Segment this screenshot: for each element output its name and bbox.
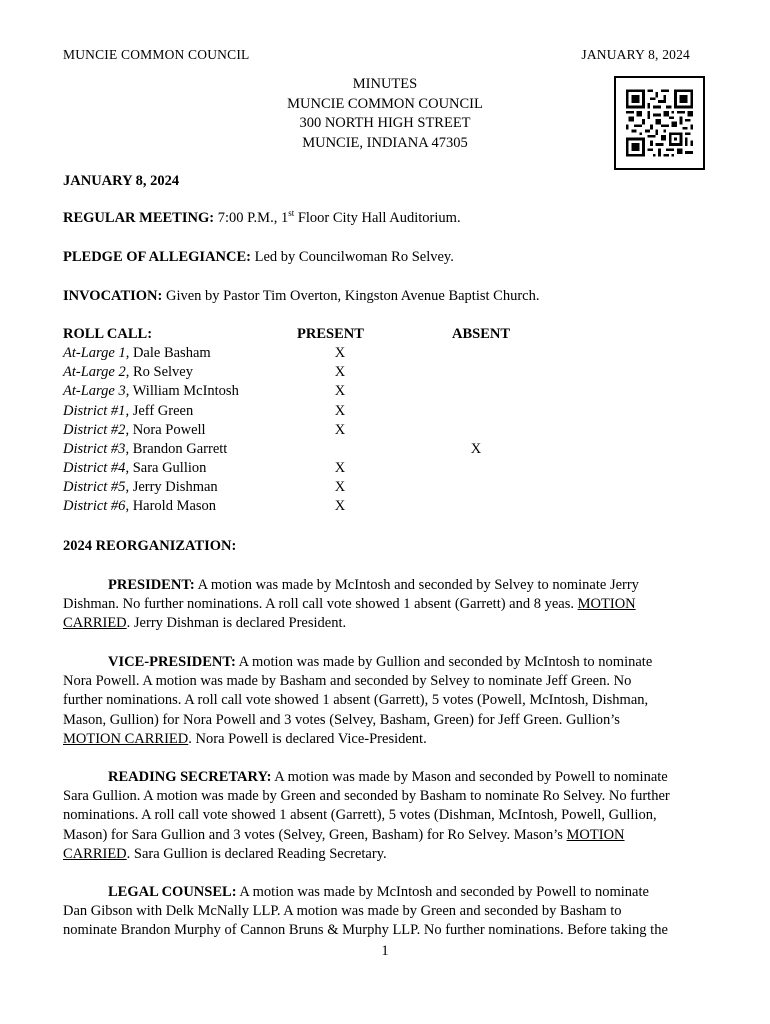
absent-mark: X (470, 441, 482, 457)
absent-column-header: ABSENT (452, 326, 511, 342)
regular-meeting-label: REGULAR MEETING: (63, 210, 215, 226)
regular-meeting-text-end: Floor City Hall Auditorium. (294, 210, 461, 226)
ordinal-suffix: st (288, 208, 295, 219)
paragraph-text: Mason) for Sara Gullion and 3 votes (Selvey, Green, Basham) for Ro Selvey. Mason’s (63, 826, 567, 843)
qr-code-icon (614, 76, 705, 170)
roll-call-member (63, 498, 216, 515)
present-mark: X (334, 422, 346, 438)
paragraph-text: Dan Gibson with Delk McNally LLP. A motion was made by Green and seconded by Basham to (63, 903, 622, 920)
paragraph-text: A motion was made by McIntosh and seconded by Selvey to nominate Jerry (194, 577, 639, 593)
title-line: 300 NORTH HIGH STREET (299, 115, 471, 131)
present-mark: X (334, 498, 346, 514)
member-name: , Nora Powell (125, 422, 206, 438)
roll-call-member (63, 422, 206, 439)
pledge-text: Led by Councilwoman Ro Selvey. (251, 249, 454, 265)
regular-meeting-line (63, 210, 461, 227)
header-left: MUNCIE COMMON COUNCIL (63, 47, 250, 62)
motion-carried-text: MOTION CARRIED (63, 730, 189, 747)
title-line: MUNCIE COMMON COUNCIL (287, 95, 483, 112)
present-mark: X (334, 345, 346, 361)
page-number: 1 (381, 943, 389, 959)
legal-counsel-paragraph (63, 883, 708, 941)
present-mark: X (334, 479, 346, 495)
legal-counsel-label: LEGAL COUNSEL: (108, 884, 237, 900)
paragraph-text: Sara Gullion. A motion was made by Green and seconded by Basham to nominate Ro Selvey. No further (63, 788, 670, 805)
invocation-text: Given by Pastor Tim Overton, Kingston Avenue Baptist Church. (162, 288, 540, 304)
roll-call-member (63, 383, 239, 400)
vice-president-label: VICE-PRESIDENT: (108, 654, 236, 670)
paragraph-text: . Sara Gullion is declared Reading Secretary. (126, 845, 387, 862)
present-column-header: PRESENT (297, 326, 364, 342)
roll-call-member (63, 479, 218, 496)
member-name: , Brandon Garrett (125, 441, 228, 457)
president-paragraph (63, 576, 708, 634)
member-name: , Jerry Dishman (125, 479, 218, 495)
reading-secretary-label: READING SECRETARY: (108, 769, 272, 785)
roll-call-label: ROLL CALL: (63, 326, 153, 342)
member-seat: At-Large 1 (63, 345, 126, 361)
member-name: , Jeff Green (125, 403, 194, 419)
member-seat: District #3 (63, 441, 126, 457)
paragraph-text: . Nora Powell is declared Vice-President. (188, 730, 427, 747)
member-name: , Harold Mason (125, 498, 217, 514)
paragraph-text: A motion was made by Mason and seconded by Powell to nominate (271, 769, 668, 785)
vice-president-paragraph (63, 653, 708, 749)
paragraph-text: A motion was made by McIntosh and seconded by Powell to nominate (236, 884, 649, 900)
reading-secretary-paragraph (63, 768, 708, 864)
member-seat: At-Large 2 (63, 364, 126, 380)
roll-call-member (63, 460, 206, 477)
motion-carried-text: MOTION (566, 826, 625, 843)
paragraph-text: Dishman. No further nominations. A roll call vote showed 1 absent (Garrett) and 8 yeas. (63, 596, 578, 613)
title-line: MINUTES (352, 76, 418, 92)
member-seat: District #1 (63, 403, 126, 419)
paragraph-text: A motion was made by Gullion and seconded by McIntosh to nominate (235, 654, 653, 670)
member-seat: District #5 (63, 479, 126, 495)
present-mark: X (334, 403, 346, 419)
member-seat: District #2 (63, 422, 126, 438)
pledge-label: PLEDGE OF ALLEGIANCE: (63, 249, 251, 265)
president-label: PRESIDENT: (108, 577, 195, 593)
member-seat: District #4 (63, 460, 126, 476)
paragraph-text: further nominations. A roll call vote showed 1 absent (Garrett), 5 votes (Powell, McIntosh, Dishman, (63, 692, 649, 709)
roll-call-member (63, 441, 227, 458)
reorganization-heading: 2024 REORGANIZATION: (63, 538, 237, 554)
member-name: , William McIntosh (125, 383, 239, 399)
member-seat: District #6 (63, 498, 126, 514)
present-mark: X (334, 460, 346, 476)
present-mark: X (334, 383, 346, 399)
motion-carried-text: CARRIED (63, 615, 127, 632)
paragraph-text: nominations. A roll call vote showed 1 absent (Garrett), 5 votes (Dishman, McIntosh, Powell, Gullion, (63, 807, 657, 824)
roll-call-member (63, 364, 193, 381)
paragraph-text: Nora Powell. A motion was made by Basham and seconded by Selvey to nominate Jeff Green. No (63, 673, 632, 690)
motion-carried-text: MOTION (577, 596, 636, 613)
date-heading: JANUARY 8, 2024 (63, 173, 180, 189)
header-right: JANUARY 8, 2024 (581, 47, 690, 62)
member-name: , Ro Selvey (125, 364, 193, 380)
paragraph-text: nominate Brandon Murphy of Cannon Bruns & Murphy LLP. No further nominations. Before taking the (63, 922, 668, 939)
present-mark: X (334, 364, 346, 380)
roll-call-member (63, 403, 193, 420)
pledge-line (63, 249, 454, 266)
invocation-line (63, 288, 539, 305)
paragraph-text: Mason, Gullion) for Nora Powell and 3 votes (Selvey, Basham, Green) for Jeff Green. Gullion’s (63, 711, 620, 728)
title-line: MUNCIE, INDIANA 47305 (302, 134, 468, 151)
regular-meeting-text: 7:00 P.M., 1 (214, 210, 289, 226)
member-seat: At-Large 3 (63, 383, 126, 399)
motion-carried-text: CARRIED (63, 845, 127, 862)
member-name: , Sara Gullion (125, 460, 207, 476)
member-name: , Dale Basham (125, 345, 211, 361)
paragraph-text: . Jerry Dishman is declared President. (126, 615, 347, 632)
invocation-label: INVOCATION: (63, 288, 163, 304)
roll-call-member (63, 345, 211, 362)
